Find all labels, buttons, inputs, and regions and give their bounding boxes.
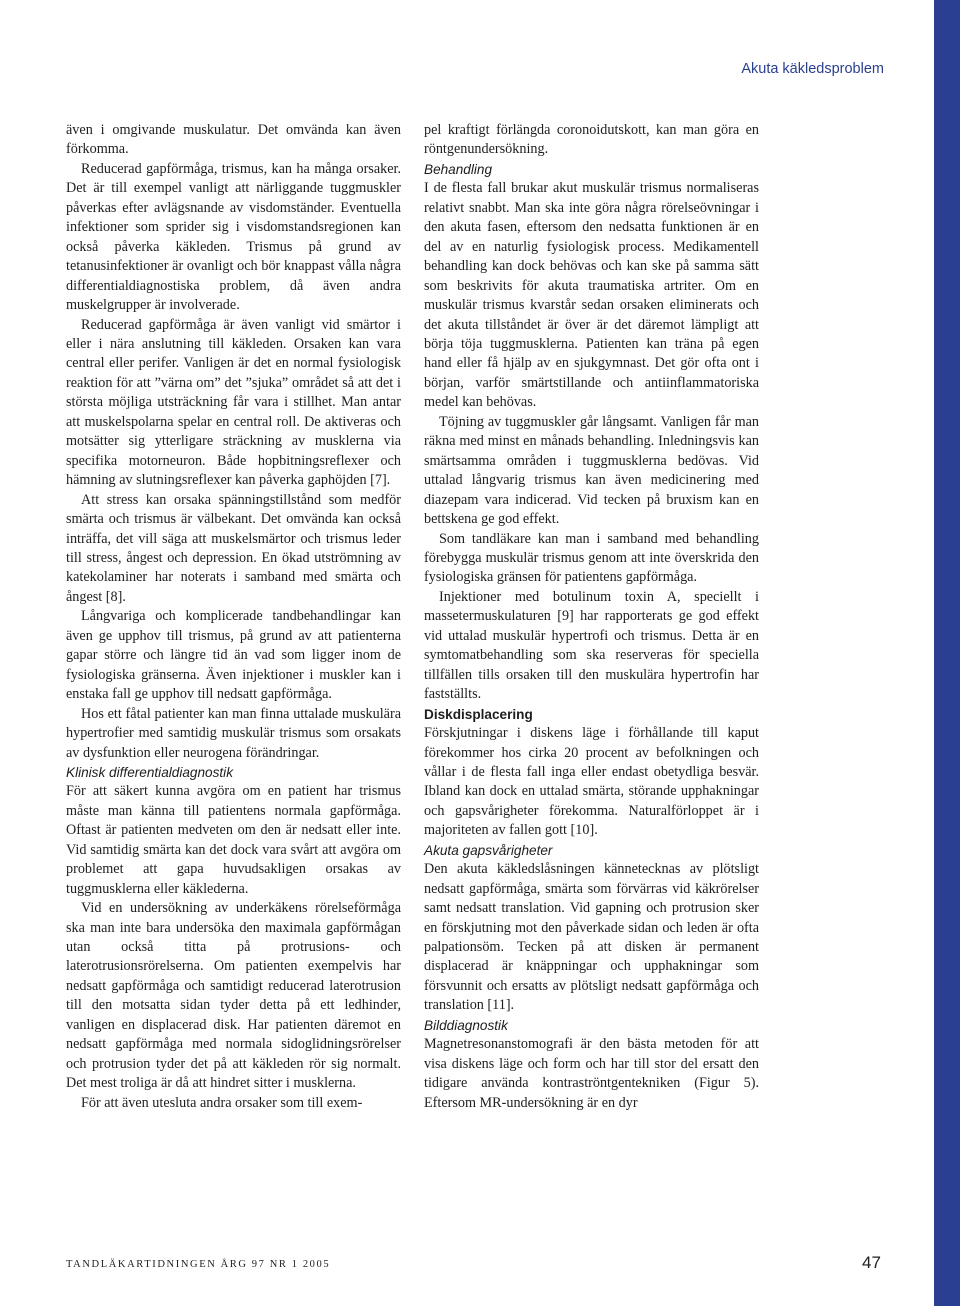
paragraph: Som tandläkare kan man i samband med behandling förebygga muskulär trismus genom att inte överskrida den fysiologiska gränsen för patientens gapförmåga. [424, 530, 759, 586]
subheading: Bilddiagnostik [424, 1017, 508, 1033]
paragraph: Att stress kan orsaka spänningstillstånd som medför smärta och trismus är välbekant. Det omvända kan också inträffa, det vill säga att muskelsmärtor och trismus leder till stress, ångest och depression. En ökad utströmning av katekolaminer har noterats i samband med smärta och ångest [8]. [66, 491, 401, 605]
paragraph: även i omgivande muskulatur. Det omvända kan även förkomma. [66, 122, 401, 158]
paragraph: Reducerad gapförmåga är även vanligt vid smärtor i eller i nära anslutning till käkleden. Orsaken kan vara central eller perifer. Vanligen är det en normal fysiologisk reaktion för att ”värna om” det ”sjuka” området så att det i största möjliga utsträckning får vara i stillhet. Man antar att muskelspolarna spelar en central roll. De aktiveras och motsätter sig ytterligare sträckning av musklerna via specifika motorneuron. Både hopbitningsreflexer och hämning av slutningsreflexer kan påverka gaphöjden [7]. [66, 316, 401, 489]
section-heading: Diskdisplacering [424, 706, 533, 722]
journal-footer: TANDLÄKARTIDNINGEN ÅRG 97 NR 1 2005 [66, 1259, 331, 1270]
paragraph: Hos ett fåtal patienter kan man finna uttalade muskulära hypertrofier med samtidig muskulär trismus som orsakats av dysfunktion eller neurogena förändringar. [66, 705, 401, 761]
left-column [66, 121, 401, 1113]
paragraph: Den akuta käkledslåsningen kännetecknas av plötsligt nedsatt gapförmåga, smärta som förvärras vid käkrörelser samt nedsatt translation. Vid gapning och protrusion sker en förskjutning mot den påverkade sidan och leden är ofta palpationsöm. Tecken på att disken är permanent displacerad är knäppningar och upphakningar som försvunnit och ersatts av plötsligt nedsatt gapförmåga och translation [11]. [424, 861, 759, 1014]
subheading: Klinisk differentialdiagnostik [66, 764, 233, 780]
subheading: Behandling [424, 161, 493, 177]
accent-strip [934, 0, 960, 1306]
paragraph: Reducerad gapförmåga, trismus, kan ha många orsaker. Det är till exempel vanligt att närliggande tuggmuskler påverkas efter avlägsnande av visdomständer. Eventuella infektioner som sprider sig i visdomstandsregionen kan också påverka käkleden. Trismus på grund av tetanusinfektioner är ovanligt och bör knappast vålla några differentialdiagnostiska problem, då även andra muskelgrupper är involverade. [66, 160, 401, 314]
paragraph: Långvariga och komplicerade tandbehandlingar kan även ge upphov till trismus, på grund av att patienterna gapar större och längre tid än vad som ligger inom de fysiologiska gränserna. Även injektioner i muskler kan i enstaka fall ge upphov till nedsatt gapförmåga. [66, 608, 401, 703]
paragraph: Vid en undersökning av underkäkens rörelseförmåga ska man inte bara undersöka den maximala gapförmågan utan också titta på protrusions- och laterotrusionsrörelserna. Om patienten exempelvis har nedsatt gapförmåga och samtidigt reducerad laterotrusion till den motsatta sidan tyder detta på ett ledhinder, vanligen en displacerad disk. Har patienten däremot en nedsatt gapförmåga med normala sidoglidningsrörelser och protrusion tyder det på att käkleden rör sig normalt. Det mest troliga är då att hindret sitter i musklerna. [66, 900, 401, 1092]
paragraph: I de flesta fall brukar akut muskulär trismus normaliseras relativt snabbt. Man ska inte göra några rörelseövningar i den akuta fasen, eftersom den nedsatta funktionen är en del av en naturlig fysiologisk process. Medikamentell behandling kan dock behövas och kan ske på samma sätt som beskrivits för akuta traumatiska artriter. Om en muskulär trismus kvarstår sedan orsaken eliminerats och det akuta tillståndet är över är det däremot lämpligt att börja töja tuggmusklerna. Patienten kan träna på egen hand eller få hjälp av en sjukgymnast. Det gör ofta ont i början, varför smärtstillande och antiinflammatoriska medel kan behövas. [424, 180, 759, 411]
right-column [424, 121, 759, 1113]
paragraph: För att även utesluta andra orsaker som till exem- [81, 1094, 363, 1111]
page-number: 47 [862, 1253, 881, 1272]
running-title: Akuta käkledsproblem [741, 61, 884, 77]
paragraph: För att säkert kunna avgöra om en patient har trismus måste man känna till patientens normala gapförmåga. Oftast är patienten medveten om den är nedsatt eller inte. Vid samtidig smärta kan det dock vara svårt att avgöra om problemet att gapa huvudsakligen orsakas av tuggmusklerna eller käklederna. [66, 783, 401, 897]
paragraph: Magnetresonanstomografi är den bästa metoden för att visa diskens läge och form och har till stor del ersatt den tidigare använda kontraströntgentekniken (Figur 5). Eftersom MR-undersökning är en dyr [424, 1036, 759, 1111]
paragraph: pel kraftigt förlängda coronoidutskott, kan man göra en röntgenundersökning. [424, 122, 759, 158]
paragraph: Töjning av tuggmuskler går långsamt. Vanligen får man räkna med minst en månads behandling. Inledningsvis kan smärtsamma områden i tuggmusklerna bedövas. Vid uttalad långvarig trismus kan även medicinering med diazepam vara indicerad. Vid tecken på bruxism kan en bettskena ge god effekt. [424, 413, 759, 528]
paragraph: Injektioner med botulinum toxin A, speciellt i massetermuskulaturen [9] har rapporterats ge god effekt vid uttalad muskulär hypertrofi och trismus. Detta är en symtomatbehandling som ska reserveras för speciella tillfällen tills orsaken till den muskulära hypertrofin har fastställts. [424, 588, 759, 703]
paragraph: Förskjutningar i diskens läge i förhållande till kaput förekommer hos cirka 20 procent av befolkningen och vållar i de flesta fall inga eller endast obetydliga besvär. Ibland kan dock en uttalad smärta, störande upphakningar och gapsvårigheter förekomma. Naturalförloppet är i majoriteten av fallen gott [10]. [424, 725, 759, 839]
subheading: Akuta gapsvårigheter [424, 842, 553, 858]
